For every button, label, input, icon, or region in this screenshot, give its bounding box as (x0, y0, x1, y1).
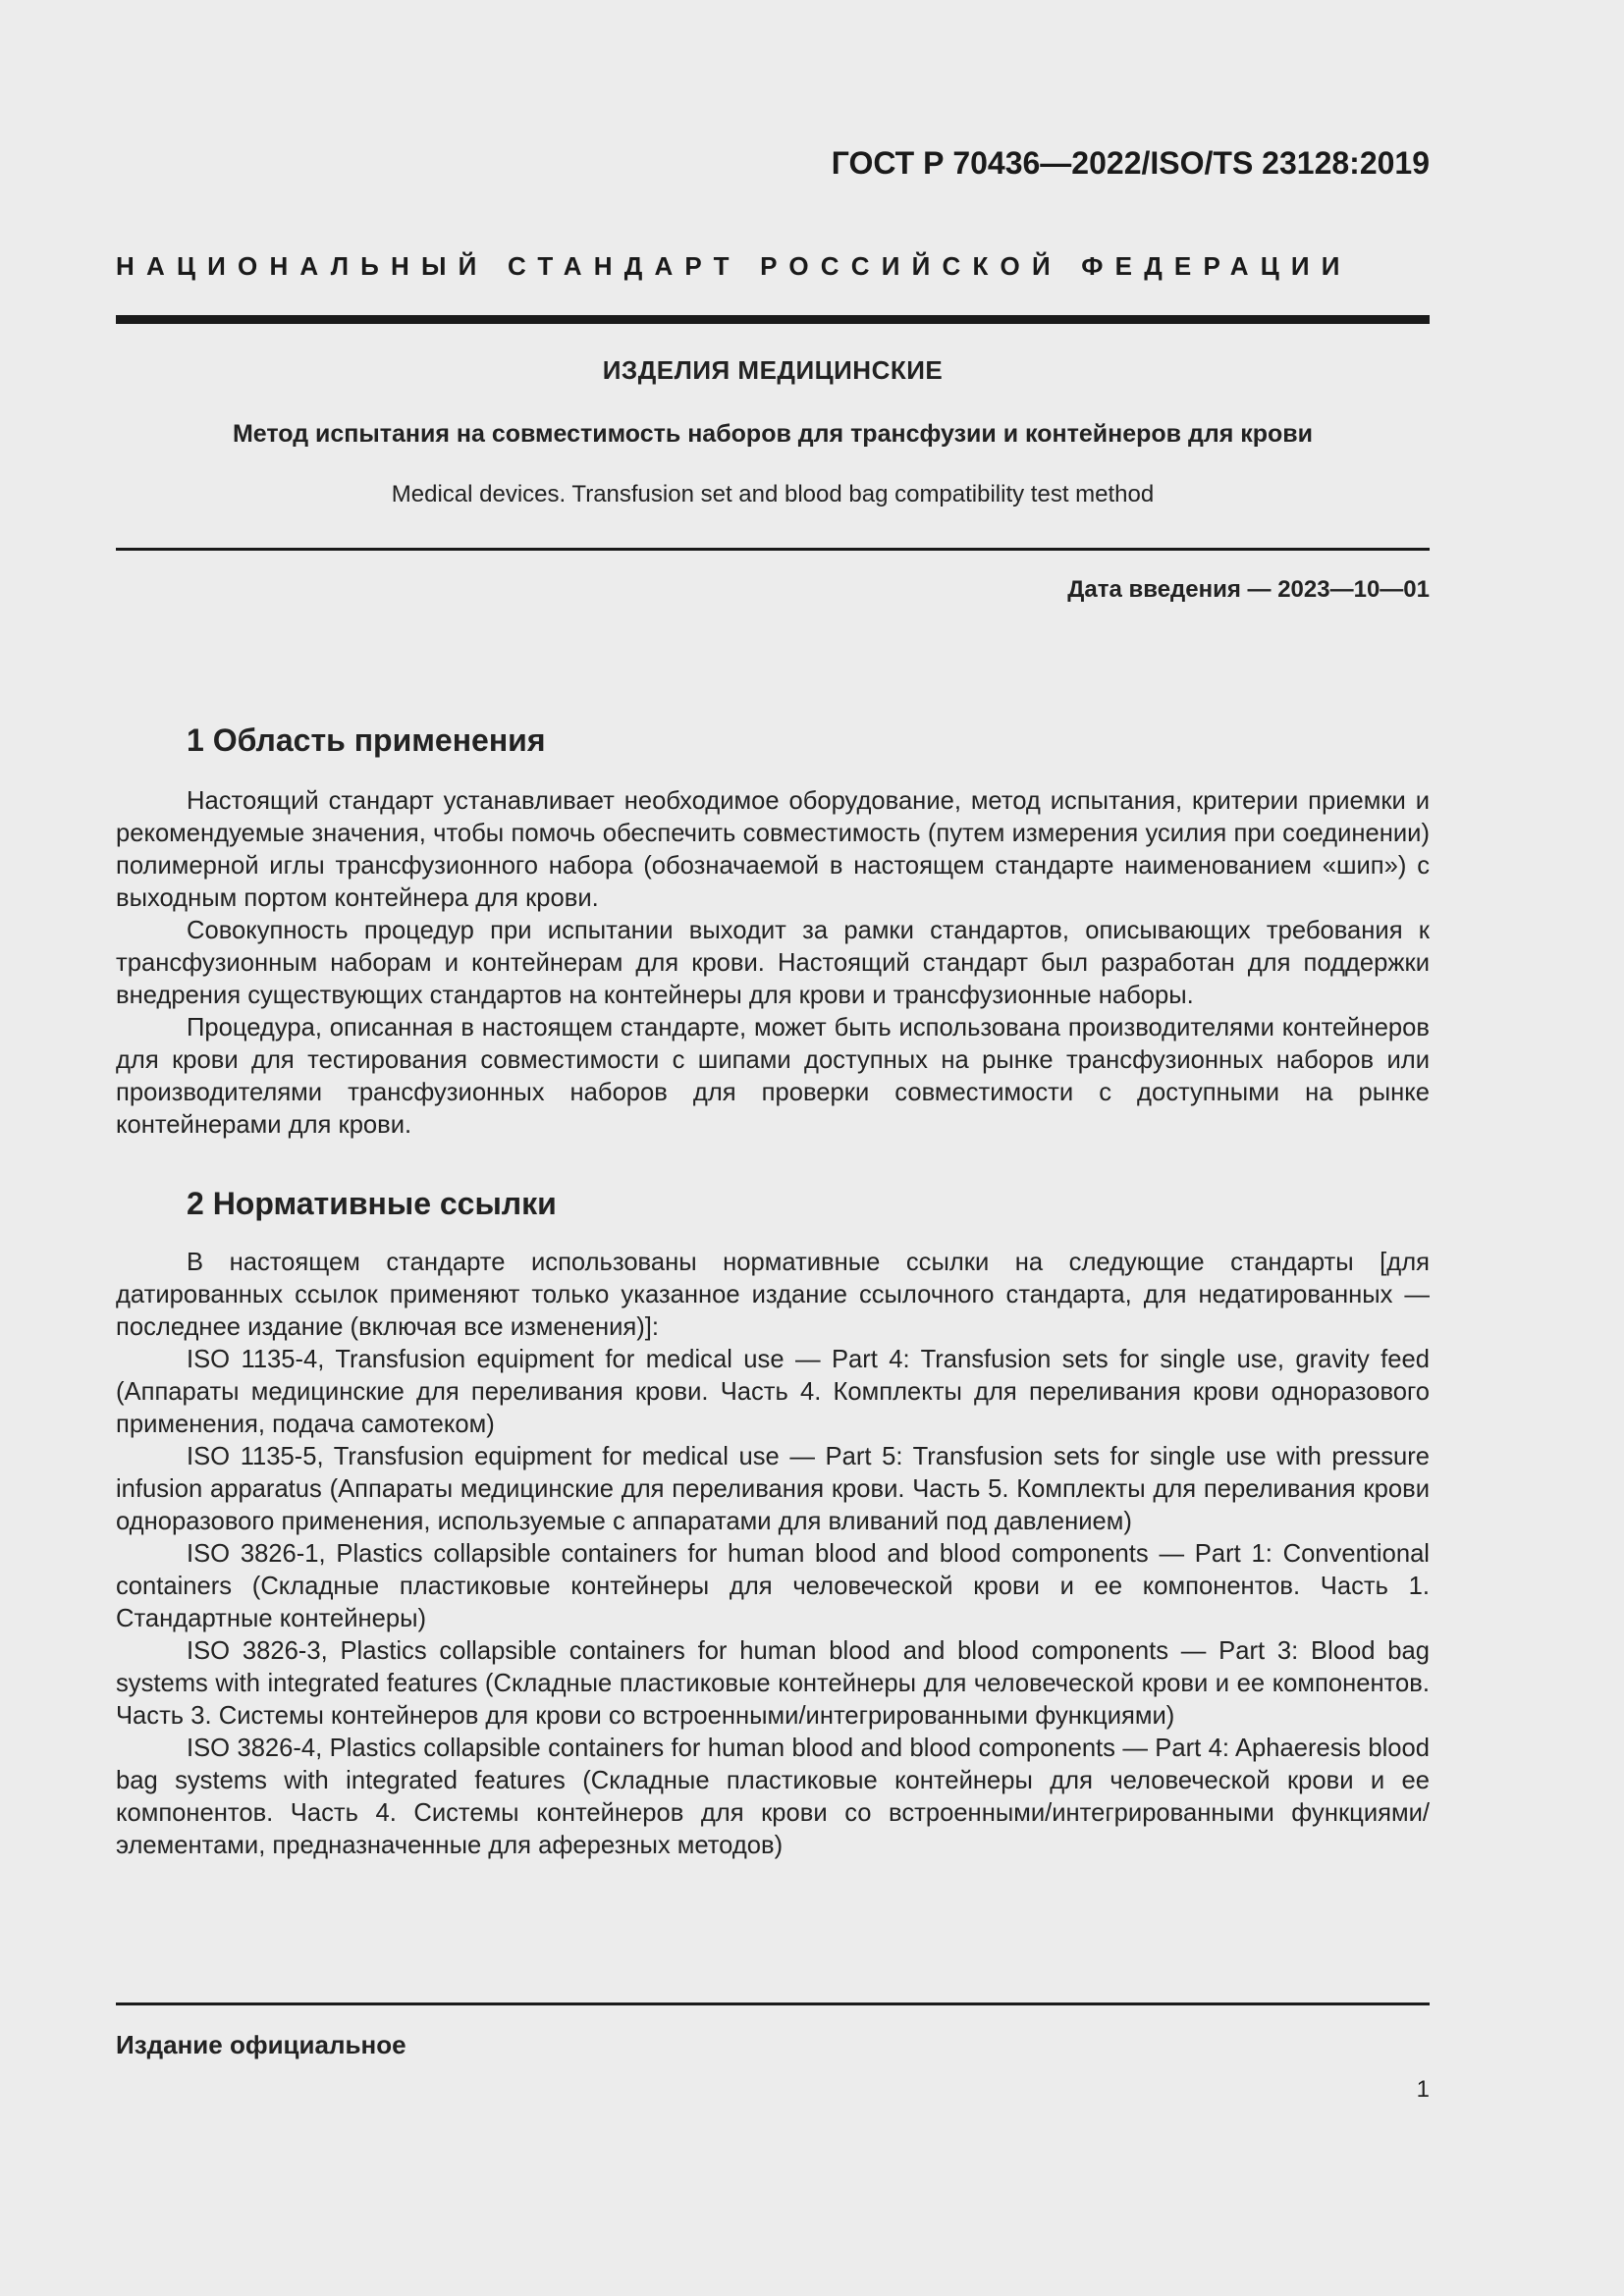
normative-reference-item: ISO 1135-4, Transfusion equipment for medical use — Part 4: Transfusion sets for single use, gravity feed (Аппараты медицинские для переливания крови. Часть 4. Комплекты для переливания крови одноразового применения, подача самотеком) (116, 1346, 1430, 1438)
footer-rule (116, 2002, 1430, 2005)
section-2-body (116, 1247, 1430, 1862)
national-standard-banner: НАЦИОНАЛЬНЫЙ СТАНДАРТ РОССИЙСКОЙ ФЕДЕРАЦИИ (116, 251, 1352, 281)
sub-title: Метод испытания на совместимость наборов для трансфузии и контейнеров для крови (232, 420, 1314, 448)
normative-reference-item: ISO 1135-5, Transfusion equipment for medical use — Part 5: Transfusion sets for single use with pressure infusion apparatus (Аппараты медицинские для переливания крови. Часть 5. Комплекты для переливания крови одноразового применения, используемые с аппаратами для вливаний под давлением) (116, 1443, 1430, 1535)
main-title: ИЗДЕЛИЯ МЕДИЦИНСКИЕ (602, 355, 944, 385)
section-2-paragraph: В настоящем стандарте использованы нормативные ссылки на следующие стандарты [для датированных ссылок применяют только указанное издание ссылочного стандарта, для недатированных — последнее издание (включая все изменения)]: (116, 1249, 1430, 1341)
title-rule (116, 548, 1430, 551)
normative-reference-item: ISO 3826-1, Plastics collapsible containers for human blood and blood components — Part 1: Conventional containers (Складные пластиковые контейнеры для человеческой крови и ее компонентов. Часть 1. Стандартные контейнеры) (116, 1540, 1430, 1632)
english-title: Medical devices. Transfusion set and blood bag compatibility test method (391, 481, 1155, 507)
section-1-paragraph: Совокупность процедур при испытании выходит за рамки стандартов, описывающих требования к трансфузионным наборам и контейнерам для крови. Настоящий стандарт был разработан для поддержки внедрения существующих стандартов на контейнеры для крови и трансфузионные наборы. (116, 917, 1430, 1009)
section-1-heading: 1 Область применения (187, 722, 546, 758)
section-1-body (116, 785, 1430, 1142)
section-1-paragraph: Процедура, описанная в настоящем стандарте, может быть использована производителями контейнеров для крови для тестирования совместимости с шипами доступных на рынке трансфузионных наборов или производителями трансфузионных наборов для проверки совместимости с доступными на рынке контейнерами для крови. (116, 1014, 1430, 1139)
section-1-paragraph: Настоящий стандарт устанавливает необходимое оборудование, метод испытания, критерии приемки и рекомендуемые значения, чтобы помочь обеспечить совместимость (путем измерения усилия при соединении) полимерной иглы трансфузионного набора (обозначаемой в настоящем стандарте наименованием «шип») с выходным портом контейнера для крови. (116, 787, 1430, 912)
page-number: 1 (1416, 2076, 1430, 2103)
gost-number: ГОСТ Р 70436—2022/ISO/TS 23128:2019 (831, 145, 1430, 181)
official-edition-label: Издание официальное (116, 2030, 406, 2059)
header-thick-rule (116, 315, 1430, 324)
date-of-introduction: Дата введения — 2023—10—01 (1067, 576, 1430, 603)
normative-reference-item: ISO 3826-3, Plastics collapsible containers for human blood and blood components — Part 3: Blood bag systems with integrated features (Складные пластиковые контейнеры для человеческой крови и ее компонентов. Часть 3. Системы контейнеров для крови со встроенными/интегрированными функциями) (116, 1637, 1430, 1730)
section-2-heading: 2 Нормативные ссылки (187, 1186, 557, 1221)
normative-reference-item: ISO 3826-4, Plastics collapsible containers for human blood and blood components — Part 4: Aphaeresis blood bag systems with integrated features (Складные пластиковые контейнеры для человеческой крови и ее компонентов. Часть 4. Системы контейнеров для крови со встроенными/интегрированными функциями/элементами, предназначенные для аферезных методов) (116, 1735, 1430, 1859)
